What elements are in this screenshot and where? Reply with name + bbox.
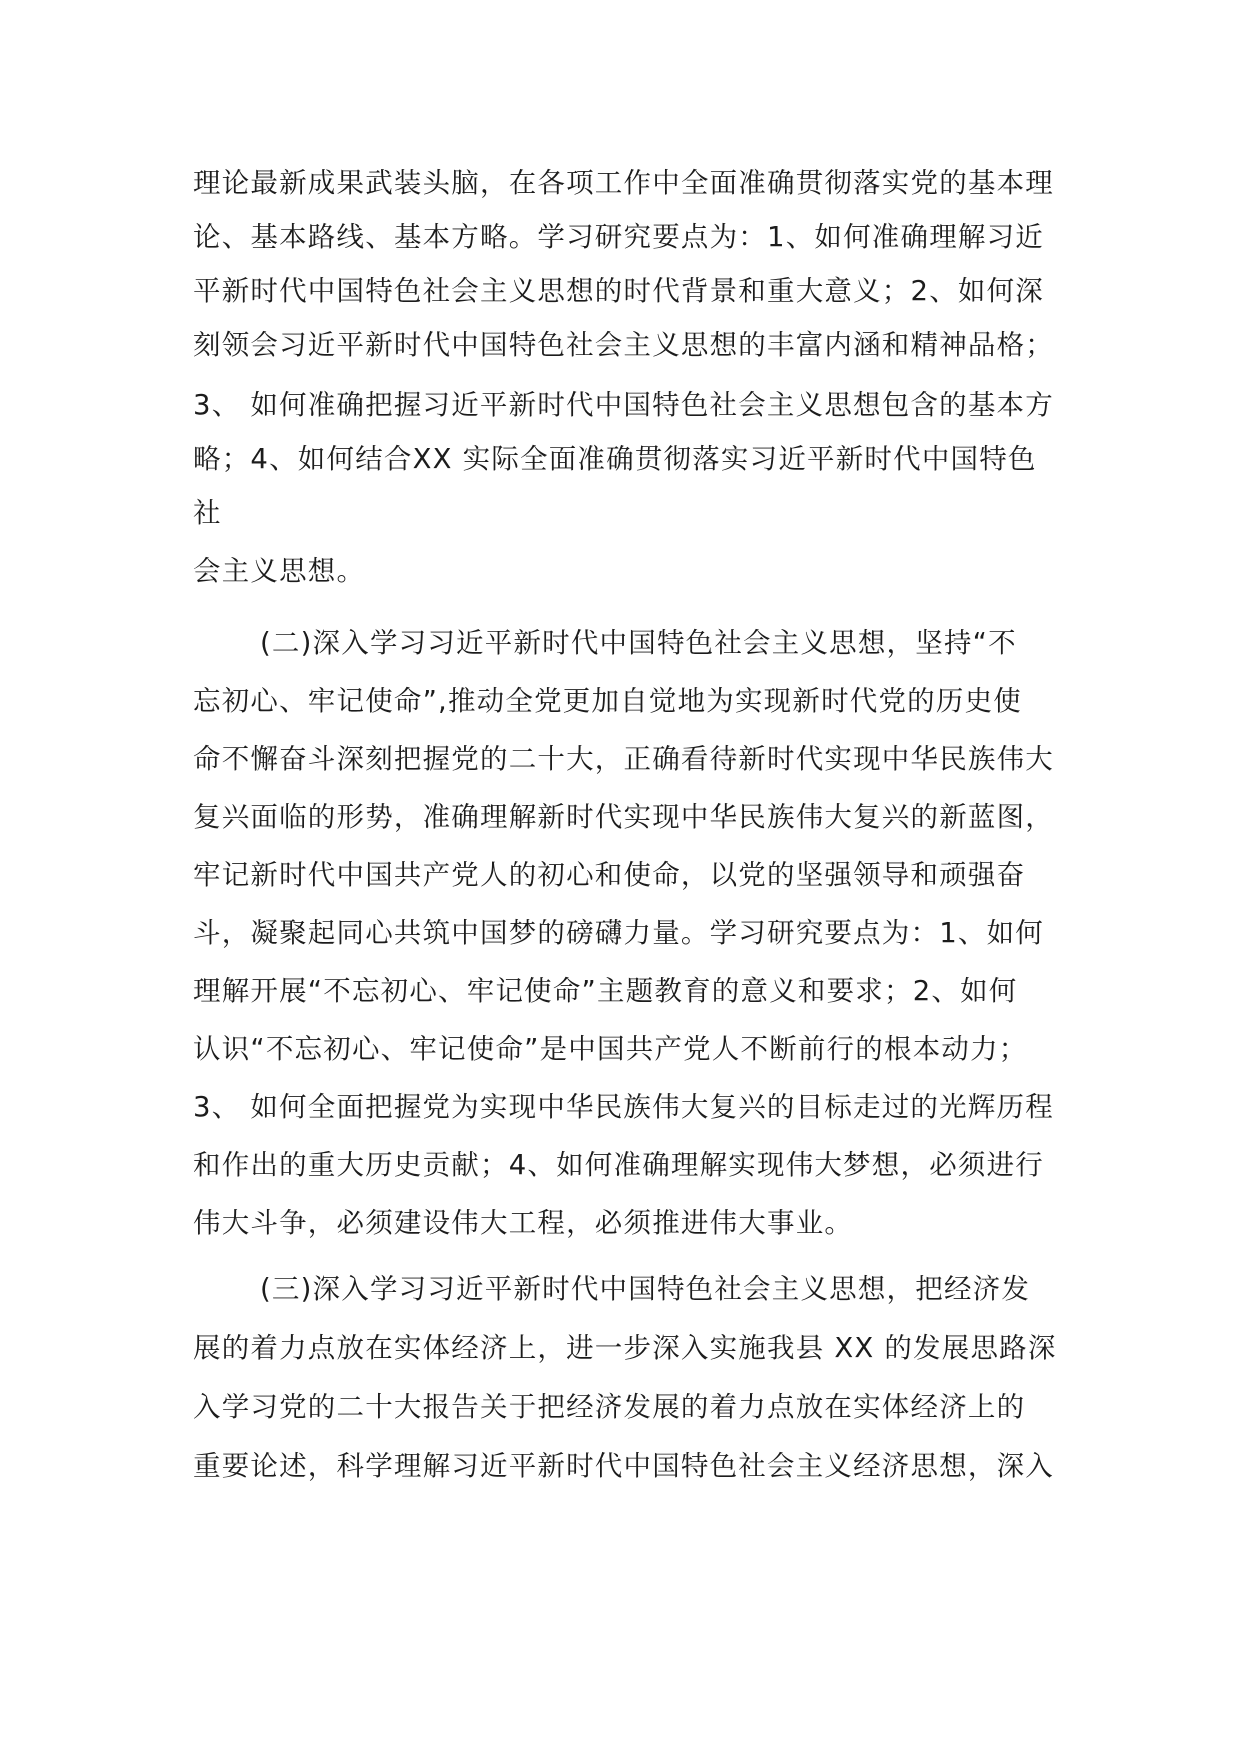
paragraph-start-line: (三)深入学习习近平新时代中国特色社会主义思想，把经济发 — [260, 1273, 1031, 1305]
text-line: 牢记新时代中国共产党人的初心和使命，以党的坚强领导和顽强奋 — [193, 859, 1026, 891]
text-line: 理论最新成果武装头脑，在各项工作中全面准确贯彻落实党的基本理 — [193, 167, 1054, 199]
text-line: 3、 如何全面把握党为实现中华民族伟大复兴的目标走过的光辉历程 — [193, 1091, 1054, 1123]
text-line: 论、基本路线、基本方略。学习研究要点为：1、如何准确理解习近 — [193, 221, 1044, 253]
text-line: 斗，凝聚起同心共筑中国梦的磅礴力量。学习研究要点为：1、如何 — [193, 917, 1044, 949]
text-line: 命不懈奋斗深刻把握党的二十大，正确看待新时代实现中华民族伟大 — [193, 743, 1054, 775]
text-line: 认识“不忘初心、牢记使命”是中国共产党人不断前行的根本动力； — [193, 1033, 1028, 1065]
text-line: 复兴面临的形势，准确理解新时代实现中华民族伟大复兴的新蓝图， — [193, 801, 1054, 833]
text-line: 3、 如何准确把握习近平新时代中国特色社会主义思想包含的基本方 — [193, 389, 1054, 421]
text-line: 社 — [193, 497, 222, 529]
text-line: 刻领会习近平新时代中国特色社会主义思想的丰富内涵和精神品格； — [193, 329, 1054, 361]
text-line: 伟大斗争，必须建设伟大工程，必须推进伟大事业。 — [193, 1207, 854, 1239]
text-line: 展的着力点放在实体经济上，进一步深入实施我县 XX 的发展思路深 — [193, 1332, 1057, 1364]
paragraph-start-line: (二)深入学习习近平新时代中国特色社会主义思想，坚持“不 — [260, 627, 1017, 659]
text-line: 重要论述，科学理解习近平新时代中国特色社会主义经济思想，深入 — [193, 1450, 1054, 1482]
text-line: 忘初心、牢记使命”,推动全党更加自觉地为实现新时代党的历史使 — [193, 685, 1022, 717]
text-line: 入学习党的二十大报告关于把经济发展的着力点放在实体经济上的 — [193, 1391, 1026, 1423]
text-line: 理解开展“不忘初心、牢记使命”主题教育的意义和要求；2、如何 — [193, 975, 1018, 1007]
text-line: 略；4、如何结合XX 实际全面准确贯彻落实习近平新时代中国特色 — [193, 443, 1037, 475]
text-line: 和作出的重大历史贡献；4、如何准确理解实现伟大梦想，必须进行 — [193, 1149, 1044, 1181]
text-line: 会主义思想。 — [193, 555, 366, 587]
text-line: 平新时代中国特色社会主义思想的时代背景和重大意义；2、如何深 — [193, 275, 1044, 307]
